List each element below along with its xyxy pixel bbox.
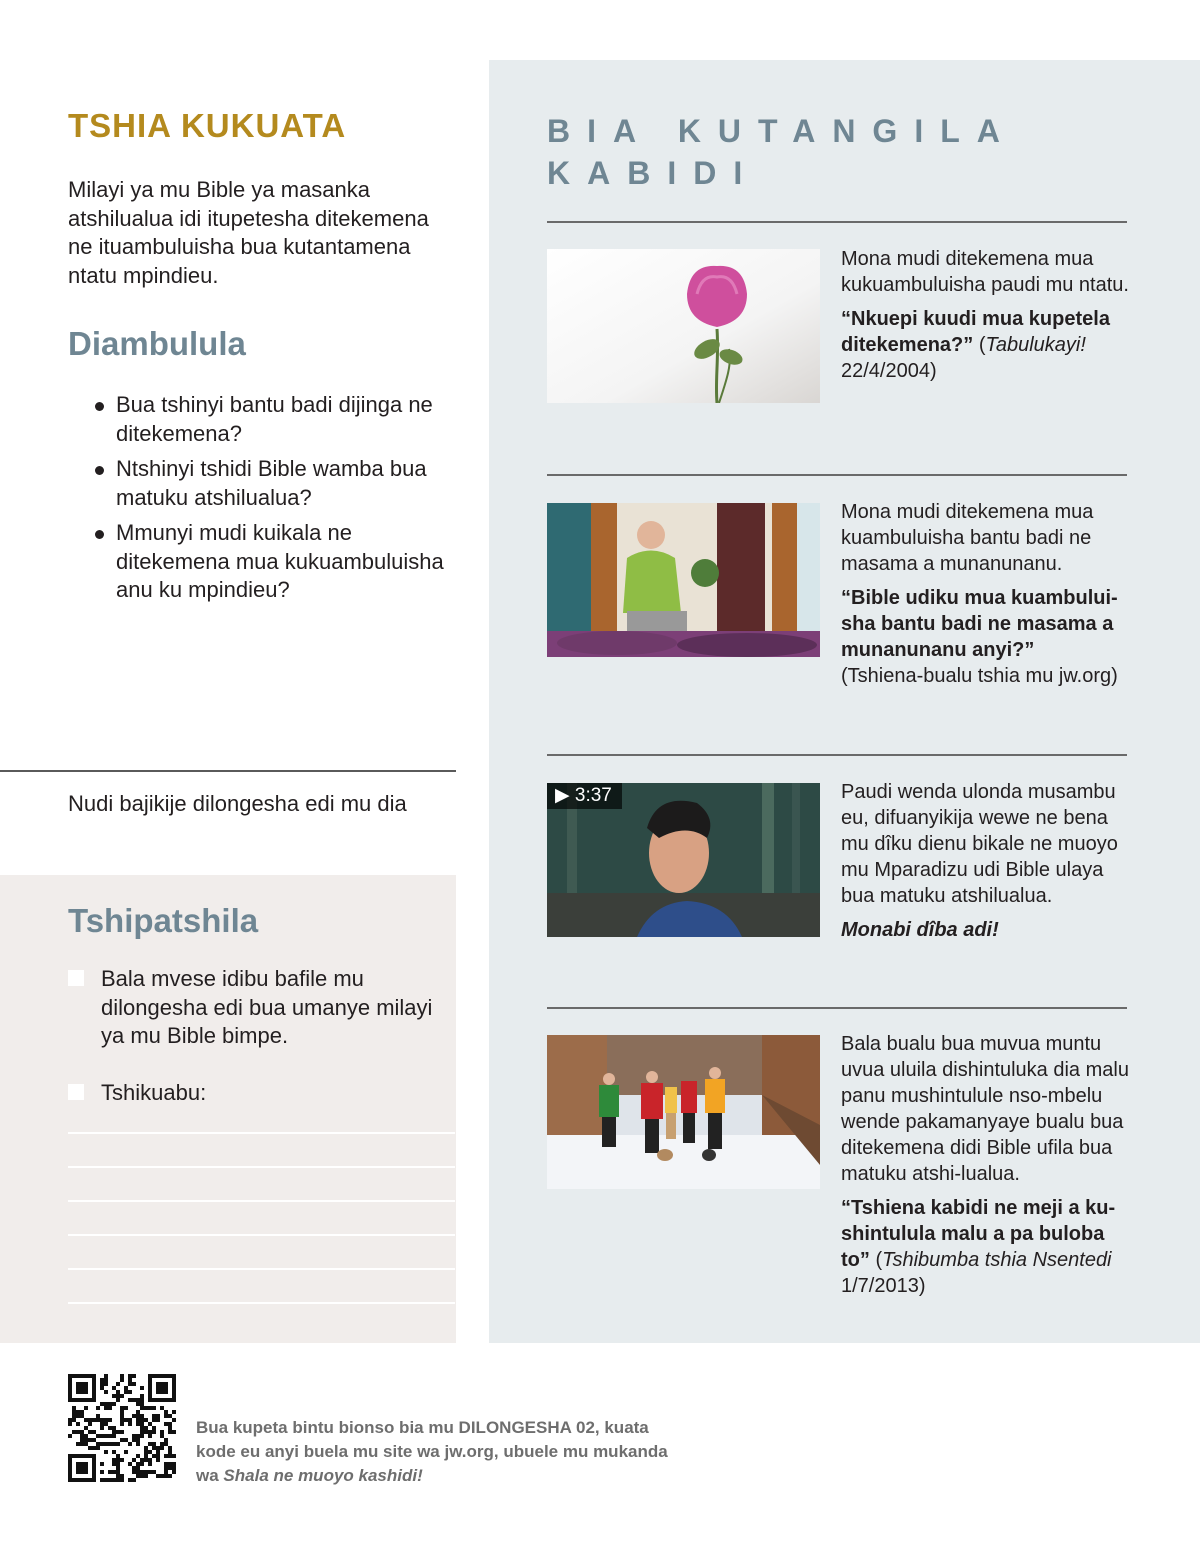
question-text: Bua tshinyi bantu badi dijinga ne ditekemena?	[116, 392, 433, 446]
assignment-item	[68, 965, 448, 1051]
review-questions	[68, 391, 453, 605]
explore-panel	[489, 60, 1200, 1343]
divider	[547, 1007, 1127, 1009]
question-text: Ntshinyi tshidi Bible wamba bua matuku atshilualua?	[116, 456, 427, 510]
next-body: Milayi ya mu Bible ya masanka atshilualua idi itupetesha ditekemena ne ituambuluisha bua kutantamena ntatu mpindieu.	[68, 177, 429, 288]
video-link[interactable]: Monabi dîba adi!	[841, 919, 999, 941]
explore-title	[547, 110, 1017, 194]
next-heading: TSHIA KUKUATA	[68, 107, 347, 144]
review-heading: Diambulula	[68, 325, 246, 362]
write-line[interactable]	[68, 1132, 455, 1134]
write-line[interactable]	[68, 1302, 455, 1304]
checkbox[interactable]	[68, 970, 84, 986]
footer-main: Bua kupeta bintu bionso bia mu DILONGESHA 02, kuata kode eu anyi buela mu site wa jw.org, ubuele mu mukanda wa	[196, 1418, 668, 1485]
card-text: Paudi wenda ulonda musambu eu, difuanyikija wewe ne bena mu dîku dienu bikale ne muoyo mu Mparadizu udi Bible ulaya bua matuku atshilualua.	[841, 781, 1118, 907]
explore-title-line: KABIDI	[547, 155, 760, 191]
card-reference[interactable]	[841, 585, 1129, 689]
man-in-wheelchair-photo-icon[interactable]	[547, 503, 820, 657]
list-item	[92, 391, 453, 448]
bullet-icon	[95, 402, 104, 411]
reference-source: Tabulukayi!	[985, 334, 1086, 356]
card-reference[interactable]: “Nkuepi kuudi mua kupetela ditekemena?” (Tabulukayi! 22/4/2004)	[841, 308, 1110, 382]
write-line[interactable]	[68, 1200, 455, 1202]
list-item	[92, 519, 453, 605]
assignment-box	[0, 875, 456, 1343]
family-walking-snow-photo-icon[interactable]	[547, 1035, 820, 1189]
reference-date: 22/4/2004)	[841, 360, 937, 382]
flower-photo-icon[interactable]	[547, 249, 820, 403]
man-looking-up-video-icon[interactable]	[547, 783, 820, 937]
card-reference[interactable]: “Tshiena kabidi ne meji a ku-shintulula malu a pa buloba to” (Tshibumba tshia Nsentedi 1/7/2013)	[841, 1197, 1116, 1297]
video-duration-badge: ▶ 3:37	[547, 783, 622, 809]
explore-title-line: BIA KUTANGILA	[547, 113, 1017, 149]
list-item	[92, 455, 453, 512]
review-section	[68, 325, 453, 612]
card-text: Mona mudi ditekemena mua kuambuluisha bantu badi ne masama a munanunanu.	[841, 501, 1094, 575]
assignment-text: Bala mvese idibu bafile mu dilongesha edi bua umanye milayi ya mu Bible bimpe.	[101, 966, 433, 1048]
reference-source: Tshibumba tshia Nsentedi	[882, 1249, 1112, 1271]
card-description	[841, 246, 1129, 384]
publication-title: Shala ne muoyo kashidi!	[223, 1466, 423, 1485]
reference-title[interactable]: “Bible udiku mua kuambului-sha bantu badi ne masama a munanunanu anyi?”	[841, 587, 1118, 661]
card-description	[841, 779, 1129, 943]
reference-date: 1/7/2013)	[841, 1275, 926, 1297]
assignment-heading: Tshipatshila	[68, 902, 259, 939]
assignment-item	[68, 1079, 448, 1108]
card-text: Mona mudi ditekemena mua kukuambuluisha paudi mu ntatu.	[841, 248, 1129, 296]
next-section	[68, 108, 453, 290]
divider	[547, 474, 1127, 476]
footer-text	[196, 1416, 676, 1488]
write-line[interactable]	[68, 1166, 455, 1168]
card-description	[841, 499, 1129, 689]
divider	[0, 770, 456, 772]
question-text: Mmunyi mudi kuikala ne ditekemena mua kukuambuluisha anu ku mpindieu?	[116, 520, 444, 602]
write-line[interactable]	[68, 1234, 455, 1236]
reference-title[interactable]: “Tshiena kabidi ne meji a ku-shintulula malu a pa buloba to”	[841, 1197, 1116, 1271]
reference-source: (Tshiena-bualu tshia mu jw.org)	[841, 665, 1118, 687]
card-description	[841, 1031, 1129, 1299]
divider	[547, 754, 1127, 756]
qr-code-icon[interactable]	[68, 1374, 176, 1482]
left-column	[0, 0, 456, 1343]
card-text: Bala bualu bua muvua muntu uvua uluila dishintuluka dia malu panu mushintulule nso-mbelu wende pakamanyaye bualu bua ditekemena didi Bible ufila bua matuku atshi-lualua.	[841, 1033, 1129, 1185]
bullet-icon	[95, 466, 104, 475]
divider	[547, 221, 1127, 223]
assignment-text: Tshikuabu:	[101, 1080, 207, 1105]
bullet-icon	[95, 530, 104, 539]
checkbox[interactable]	[68, 1084, 84, 1100]
lesson-note: Nudi bajikije dilongesha edi mu dia	[68, 791, 407, 816]
card-reference[interactable]	[841, 917, 1129, 943]
reference-title[interactable]: “Nkuepi kuudi mua kupetela ditekemena?”	[841, 308, 1110, 356]
write-line[interactable]	[68, 1268, 455, 1270]
